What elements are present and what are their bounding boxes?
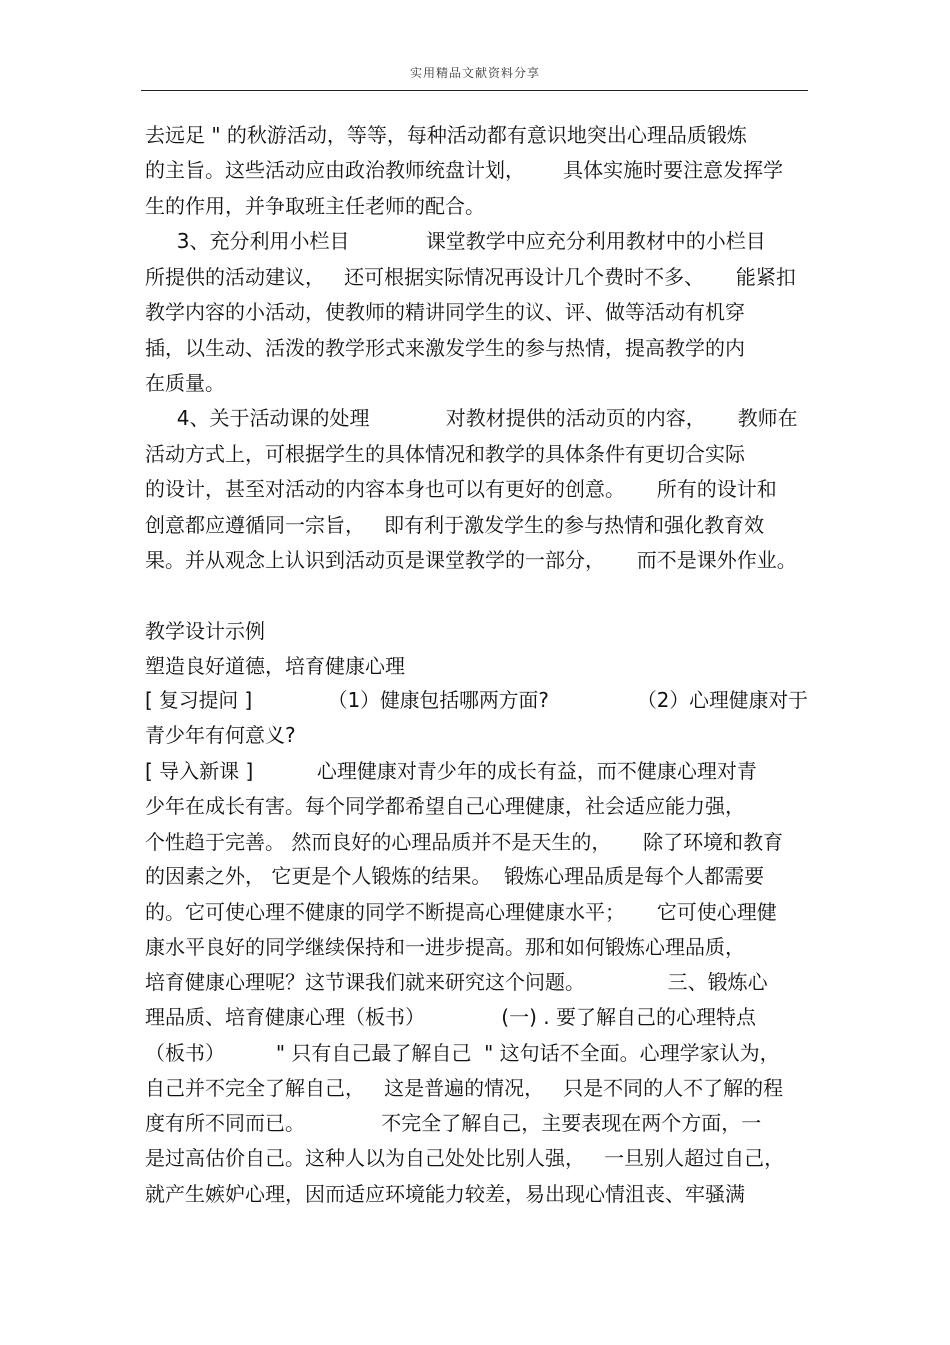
text-line: 插，以生动、活泼的教学形式来激发学生的参与热情，提高教学的内 — [145, 336, 745, 360]
text-line: 生的作用，并争取班主任老师的配合。 — [145, 194, 485, 218]
text-line: 度有所不同而已。 不完全了解自己，主要表现在两个方面，一 — [145, 1111, 762, 1135]
section-heading: 教学设计示例 — [145, 619, 265, 643]
text-line: 个性趋于完善。 然而良好的心理品质并不是天生的， 除了环境和教育 — [145, 830, 784, 854]
text-line: 活动方式上，可根据学生的具体情况和教学的具体条件有更切合实际 — [145, 442, 745, 466]
text-line: 是过高估价自己。这种人以为自己处处比别人强， 一旦别人超过自己， — [145, 1146, 785, 1170]
text-line: 创意都应遵循同一宗旨， 即有利于激发学生的参与热情和强化教育效 — [145, 513, 765, 537]
text-line: [ 导入新课 ] 心理健康对青少年的成长有益，而不健康心理对青 — [145, 759, 757, 783]
text-line: 的。它可使心理不健康的同学不断提高心理健康水平； 它可使心理健 — [145, 900, 777, 924]
text-line: 自己并不完全了解自己， 这是普遍的情况， 只是不同的人不了解的程 — [145, 1076, 784, 1100]
text-line: 3、充分利用小栏目 课堂教学中应充分利用教材中的小栏目 — [145, 229, 766, 253]
text-line: 青少年有何意义? — [145, 723, 296, 747]
text-line: 在质量。 — [145, 371, 225, 395]
text-line: 教学内容的小活动，使教师的精讲同学生的议、评、做等活动有机穿 — [145, 300, 745, 324]
text-line: 果。并从观念上认识到活动页是课堂教学的一部分， 而不是课外作业。 — [145, 548, 797, 572]
text-line: 少年在成长有害。每个同学都希望自己心理健康，社会适应能力强， — [145, 794, 745, 818]
text-line: 所提供的活动建议， 还可根据实际情况再设计几个费时不多、 能紧扣 — [145, 265, 796, 289]
text-line: 4、关于活动课的处理 对教材提供的活动页的内容， 教师在 — [145, 406, 798, 430]
text-line: 就产生嫉妒心理，因而适应环境能力较差，易出现心情沮丧、牢骚满 — [145, 1182, 745, 1206]
text-line: 的主旨。这些活动应由政治教师统盘计划， 具体实施时要注意发挥学 — [145, 158, 784, 182]
text-line: 理品质、培育健康心理（板书） (一) . 要了解自己的心理特点 — [145, 1005, 756, 1029]
text-line: [ 复习提问 ] （1）健康包括哪两方面? （2）心理健康对于 — [145, 688, 808, 712]
header-divider — [141, 90, 808, 91]
text-line: 的因素之外， 它更是个人锻炼的结果。 锻炼心理品质是每个人都需要 — [145, 864, 765, 888]
text-line: （板书） " 只有自己最了解自己 " 这句话不全面。心理学家认为， — [145, 1041, 780, 1065]
text-line: 康水平良好的同学继续保持和一进步提高。那和如何锻炼心理品质， — [145, 935, 745, 959]
text-line: 的设计，甚至对活动的内容本身也可以有更好的创意。 所有的设计和 — [145, 477, 777, 501]
text-line: 去远足 " 的秋游活动，等等，每种活动都有意识地突出心理品质锻炼 — [145, 123, 747, 147]
lesson-title: 塑造良好道德，培育健康心理 — [145, 654, 405, 678]
text-line: 培育健康心理呢？这节课我们就来研究这个问题。 三、锻炼心 — [145, 970, 768, 994]
page-header: 实用精品文献资料分享 — [409, 66, 540, 80]
